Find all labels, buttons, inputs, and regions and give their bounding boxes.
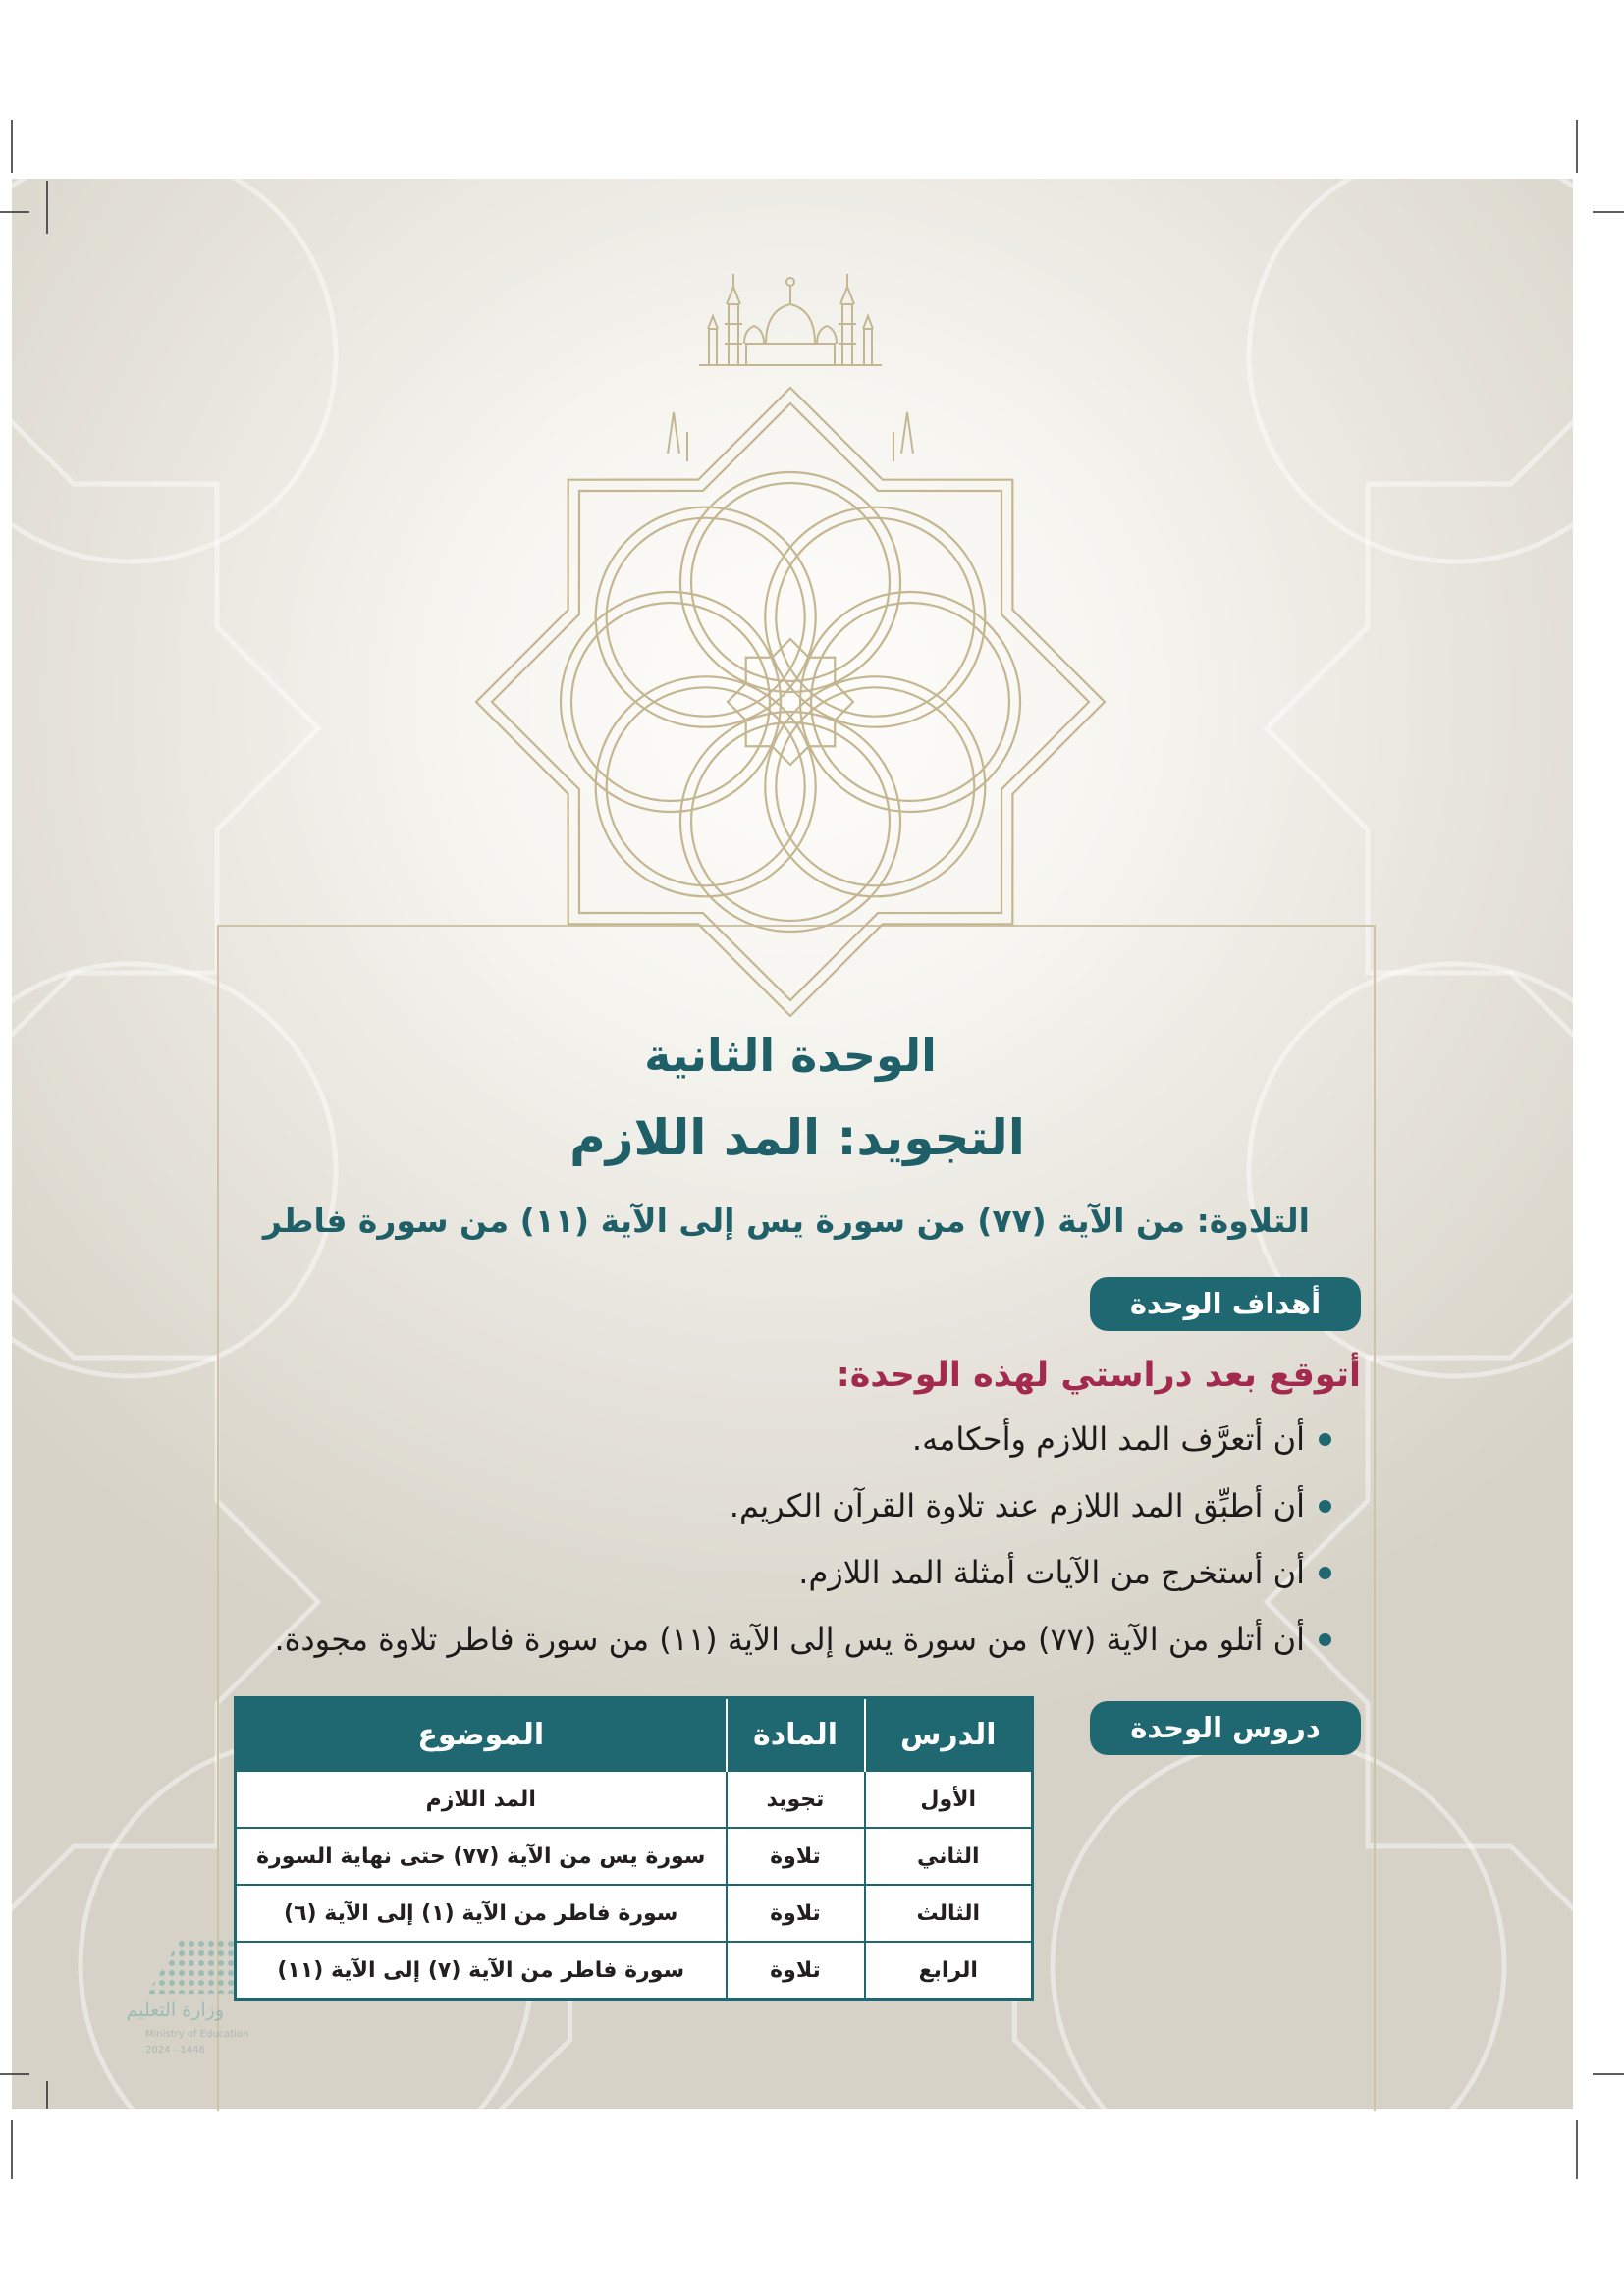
ministry-name-english: Ministry of Education bbox=[145, 2029, 249, 2040]
objectives-badge bbox=[1090, 1277, 1361, 1331]
lessons-badge bbox=[1090, 1701, 1361, 1755]
bullet-icon bbox=[1319, 1567, 1331, 1579]
table-row bbox=[236, 1828, 1033, 1885]
cell-lesson: الثالث bbox=[865, 1885, 1033, 1942]
cell-subject: تجويد bbox=[727, 1771, 865, 1828]
ministry-name-arabic: وزارة التعليم bbox=[126, 2000, 224, 2021]
bg-ring bbox=[12, 179, 336, 561]
column-header-lesson: الدرس bbox=[865, 1698, 1033, 1772]
objectives-badge-label: أهداف الوحدة bbox=[1129, 1287, 1322, 1320]
cell-topic: سورة فاطر من الآية (١) إلى الآية (٦) bbox=[236, 1885, 727, 1942]
cell-topic: المد اللازم bbox=[236, 1771, 727, 1828]
list-item bbox=[274, 1472, 1331, 1539]
column-header-subject: المادة bbox=[727, 1698, 865, 1772]
recitation-range: التلاوة: من الآية (٧٧) من سورة يس إلى الآية (١١) من سورة فاطر bbox=[262, 1201, 1310, 1240]
bullet-icon bbox=[1319, 1633, 1331, 1646]
cell-lesson: الثاني bbox=[865, 1828, 1033, 1885]
table-header-row bbox=[236, 1698, 1033, 1772]
edition-year: 2024 - 1446 bbox=[145, 2045, 205, 2056]
objective-text: أن أطبِّق المد اللازم عند تلاوة القرآن الكريم. bbox=[729, 1487, 1305, 1524]
list-item bbox=[274, 1539, 1331, 1606]
table-row bbox=[236, 1885, 1033, 1942]
cell-lesson: الرابع bbox=[865, 1942, 1033, 2000]
cell-topic: سورة فاطر من الآية (٧) إلى الآية (١١) bbox=[236, 1942, 727, 2000]
objective-text: أن أتعرَّف المد اللازم وأحكامه. bbox=[911, 1420, 1305, 1458]
table-row bbox=[236, 1942, 1033, 2000]
objective-text: أن أتلو من الآية (٧٧) من سورة يس إلى الآية (١١) من سورة فاطر تلاوة مجودة. bbox=[274, 1621, 1305, 1658]
bg-ring bbox=[1249, 179, 1573, 561]
table-row bbox=[236, 1771, 1033, 1828]
cell-lesson: الأول bbox=[865, 1771, 1033, 1828]
objectives-list bbox=[274, 1406, 1331, 1673]
list-item bbox=[274, 1606, 1331, 1673]
cell-topic: سورة يس من الآية (٧٧) حتى نهاية السورة bbox=[236, 1828, 727, 1885]
column-header-topic: الموضوع bbox=[236, 1698, 727, 1772]
cell-subject: تلاوة bbox=[727, 1942, 865, 2000]
objective-text: أن أستخرج من الآيات أمثلة المد اللازم. bbox=[798, 1554, 1305, 1591]
list-item bbox=[274, 1406, 1331, 1472]
cell-subject: تلاوة bbox=[727, 1885, 865, 1942]
lessons-table bbox=[234, 1696, 1034, 2001]
unit-subtitle: التجويد: المد اللازم bbox=[569, 1109, 1025, 1166]
cell-subject: تلاوة bbox=[727, 1828, 865, 1885]
unit-title: الوحدة الثانية bbox=[644, 1029, 937, 1082]
bullet-icon bbox=[1319, 1433, 1331, 1446]
lessons-badge-label: دروس الوحدة bbox=[1130, 1711, 1321, 1744]
bullet-icon bbox=[1319, 1500, 1331, 1513]
objectives-intro: أتوقع بعد دراستي لهذه الوحدة: bbox=[836, 1356, 1361, 1395]
